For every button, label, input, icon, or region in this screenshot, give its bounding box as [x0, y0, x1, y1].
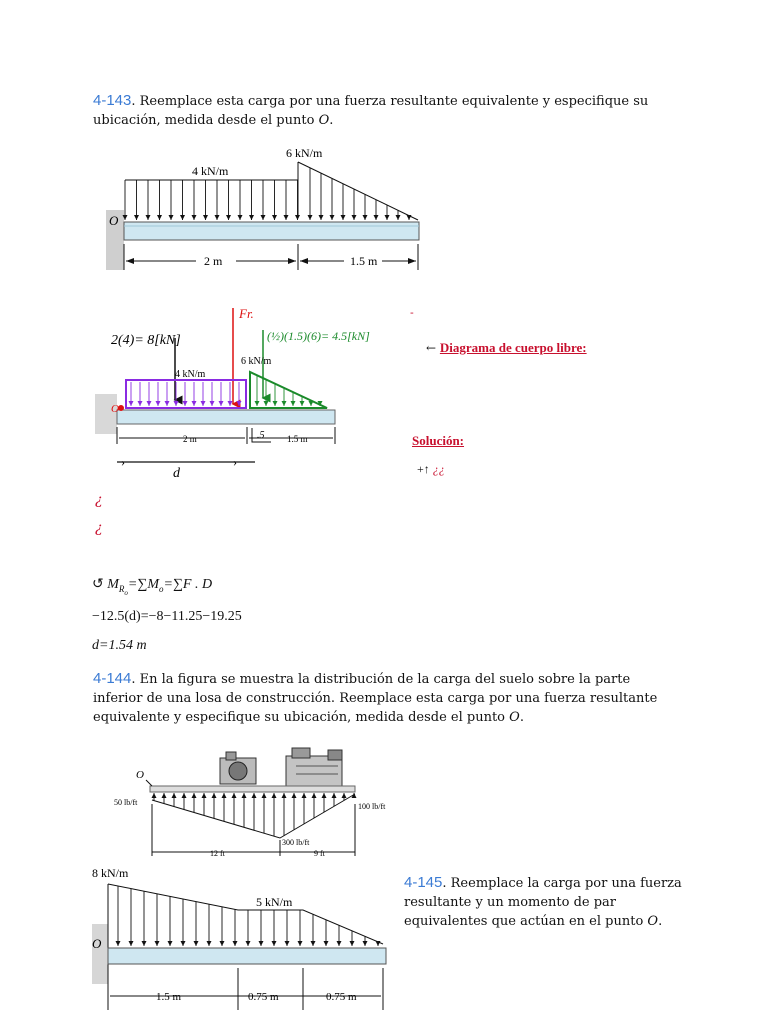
arrow-head: [264, 401, 269, 406]
problem-145-statement: [404, 873, 684, 931]
dim-2m: 2 m: [183, 434, 197, 444]
figure-4-144: [110, 744, 410, 864]
diagram-label-row: [426, 340, 587, 356]
arrow-head: [261, 215, 266, 220]
stray-dot: -: [410, 306, 414, 319]
arrow-head: [363, 941, 368, 946]
load-mid-label: 5 kN/m: [256, 895, 293, 909]
arrow-head: [165, 401, 170, 406]
machine-left-icon: [220, 752, 256, 784]
dim-0-75m-b: 0.75 m: [326, 991, 357, 1003]
arrow-head: [202, 793, 207, 798]
diagram-label: Diagrama de cuerpo libre:: [439, 340, 587, 355]
point-o-label: O: [92, 936, 102, 951]
eq-sub-o2: o: [159, 583, 164, 594]
load-right-label: 6 kN/m: [241, 356, 272, 367]
arrow-head: [252, 793, 257, 798]
arrow-head: [238, 215, 243, 220]
arrow-head: [298, 941, 303, 946]
arrow-head: [282, 793, 287, 798]
load-profile: [108, 884, 383, 944]
equation-3: d=1.54 m: [92, 638, 147, 653]
arrow-head: [129, 941, 134, 946]
arrow-head: [183, 401, 188, 406]
load-left-label: 4 kN/m: [192, 164, 229, 178]
arrow-head: [312, 793, 317, 798]
arrow-head: [246, 941, 251, 946]
load-arrows: [125, 162, 418, 220]
label-4-5kn: (½)(1.5)(6)= 4.5[kN]: [267, 329, 370, 343]
dim-12ft: 12 ft: [210, 849, 225, 858]
arrow-head: [272, 793, 277, 798]
right-load-label: 100 lb/ft: [358, 802, 386, 811]
point-o-label: O: [136, 769, 144, 781]
arrow-head: [374, 215, 379, 220]
arrow-head: [212, 793, 217, 798]
arrow-head: [180, 215, 185, 220]
point-o-label: O: [111, 403, 119, 415]
solution-label: Solución:: [412, 433, 465, 448]
period: .: [329, 113, 334, 128]
arrow-head: [168, 941, 173, 946]
problem-number: 4-144: [93, 670, 132, 687]
arrow-head: [192, 215, 197, 220]
arrow-head: [237, 401, 242, 406]
eq-m: M: [107, 577, 119, 592]
arrow-head: [285, 941, 290, 946]
beam: [117, 410, 335, 424]
arrow-head: [341, 215, 346, 220]
arrow-group: [116, 886, 381, 946]
arrow-head: [302, 793, 307, 798]
arrow-head: [210, 401, 215, 406]
arrow-head: [259, 941, 264, 946]
load-left-label: 4 kN/m: [175, 369, 206, 380]
arrow-head: [220, 941, 225, 946]
problem-number: 4-143: [93, 92, 132, 109]
figure-4-145: [88, 864, 388, 1014]
arrow-head: [116, 941, 121, 946]
arrow-head: [226, 215, 231, 220]
arrow-head: [182, 793, 187, 798]
ccw-arrow-icon: ↺: [92, 577, 104, 592]
arrow-head: [272, 215, 277, 220]
beam: [108, 948, 386, 964]
dim-9ft: 9 ft: [314, 849, 325, 858]
fbd-drawing: [95, 302, 400, 480]
arrow-head: [201, 401, 206, 406]
problem-144-statement: [93, 669, 663, 727]
arrow-head: [363, 215, 368, 220]
arrow-head: [273, 401, 278, 406]
left-load-label: 50 lb/ft: [114, 798, 138, 807]
arrow-head: [156, 401, 161, 406]
free-body-diagram: [95, 302, 400, 480]
slab: [150, 786, 355, 792]
label-8kn: 2(4)= 8[kN]: [111, 333, 181, 348]
arrow-head: [291, 401, 296, 406]
arrow-head: [284, 215, 289, 220]
arrow-head: [233, 941, 238, 946]
arrow-head: [172, 793, 177, 798]
arrow-head: [157, 215, 162, 220]
arrow-head: [207, 941, 212, 946]
arrow-head: [295, 215, 300, 220]
point-label: O: [318, 113, 330, 128]
problem-text: . En la figura se muestra la distribución de la carga del suelo sobre la parte inferior de una losa de construcción. Reemplace esta carga por una fuerza resultante equivalente y especifique su ubicación, medida desde el punto: [93, 672, 658, 725]
beam: [124, 222, 419, 240]
arrow-head: [192, 793, 197, 798]
dim-0-5: .5: [257, 430, 265, 441]
dim-1-5m: 1.5 m: [287, 434, 308, 444]
problem-text: . Reemplace la carga por una fuerza resultante y un momento de par equivalentes que actúan en el punto: [404, 876, 682, 929]
arrow-head: [222, 793, 227, 798]
arrow-head: [169, 215, 174, 220]
dim-2m: 2 m: [204, 254, 223, 268]
dim-0-75m-a: 0.75 m: [248, 991, 279, 1003]
period: .: [519, 710, 524, 725]
equation-moment: [92, 576, 212, 597]
eq-sum-fd: =∑F . D: [163, 577, 213, 592]
arrow-head: [249, 215, 254, 220]
d-label: d: [173, 466, 180, 480]
arrow-head: [162, 793, 167, 798]
arrow-head: [385, 215, 390, 220]
eq-sum-m: =∑M: [127, 577, 159, 592]
arrow-head: [376, 941, 381, 946]
arrow-head: [262, 793, 267, 798]
arrow-head: [129, 401, 134, 406]
equation-2: −12.5(d)=−8−11.25−19.25: [92, 609, 242, 624]
arrow-head: [194, 941, 199, 946]
machine-right-icon: [286, 748, 342, 786]
d-arrow-left: ›: [121, 455, 125, 469]
stray-mark-1: ¿: [95, 492, 103, 508]
plus-up: +↑: [417, 462, 430, 476]
stray-marks-inline: ¿¿: [432, 462, 445, 476]
arrow-head: [332, 793, 337, 798]
stray-mark-2: ¿: [95, 520, 103, 536]
d-arrow-right: ›: [233, 455, 237, 469]
arrow-head: [174, 401, 179, 406]
arrow-head: [300, 401, 305, 406]
arrow-head: [350, 941, 355, 946]
arrow-head: [152, 793, 157, 798]
mid-load-label: 300 lb/ft: [282, 838, 310, 847]
dim-1-5m: 1.5 m: [350, 254, 378, 268]
load-profile: [152, 794, 355, 838]
arrow-head: [407, 215, 412, 220]
arrow-head: [324, 941, 329, 946]
period: .: [658, 914, 663, 929]
point-label: O: [647, 914, 659, 929]
label-fr: Fr.: [239, 306, 254, 321]
arrow-head: [203, 215, 208, 220]
arrow-head: [342, 793, 347, 798]
problem-number: 4-145: [404, 874, 443, 891]
arrow-group: [152, 793, 357, 836]
arrow-head: [192, 401, 197, 406]
arrow-head: [322, 793, 327, 798]
triangular-load: [250, 372, 327, 408]
arrow-head: [352, 215, 357, 220]
arrow-head: [138, 401, 143, 406]
arrow-head: [292, 793, 297, 798]
arrow-head: [232, 793, 237, 798]
arrow-head: [282, 401, 287, 406]
problem-143-statement: [93, 91, 693, 130]
arrow-head: [308, 215, 313, 220]
dim-1-5m: 1.5 m: [156, 991, 182, 1003]
arrow-head: [242, 793, 247, 798]
load-right-label: 6 kN/m: [286, 146, 323, 160]
plus-up-row: [417, 462, 445, 477]
arrow-head: [255, 401, 260, 406]
arrow-head: [319, 215, 324, 220]
problem-text: . Reemplace esta carga por una fuerza resultante equivalente y especifique su ubicación, medida desde el punto: [93, 94, 649, 128]
arrow-head: [147, 401, 152, 406]
arrow-head: [215, 215, 220, 220]
point-label: O: [509, 710, 520, 725]
load-left-label: 8 kN/m: [92, 866, 129, 880]
eq-sub-r: R: [118, 583, 125, 594]
arrow-head: [228, 401, 233, 406]
eq-sub-o: o: [124, 588, 128, 597]
arrow-left-icon: ←: [426, 341, 437, 355]
arrow-group: [123, 168, 412, 220]
arrow-head: [311, 941, 316, 946]
arrow-head: [146, 215, 151, 220]
figure-4-143: [100, 140, 430, 280]
arrow-head: [272, 941, 277, 946]
arrow-head: [181, 941, 186, 946]
arrow-head: [219, 401, 224, 406]
arrow-head: [396, 215, 401, 220]
wall-support: [92, 924, 108, 984]
arrow-head: [142, 941, 147, 946]
arrow-head: [337, 941, 342, 946]
arrow-head: [155, 941, 160, 946]
arrow-head: [330, 215, 335, 220]
point-o-label: O: [109, 213, 119, 228]
arrow-head: [134, 215, 139, 220]
